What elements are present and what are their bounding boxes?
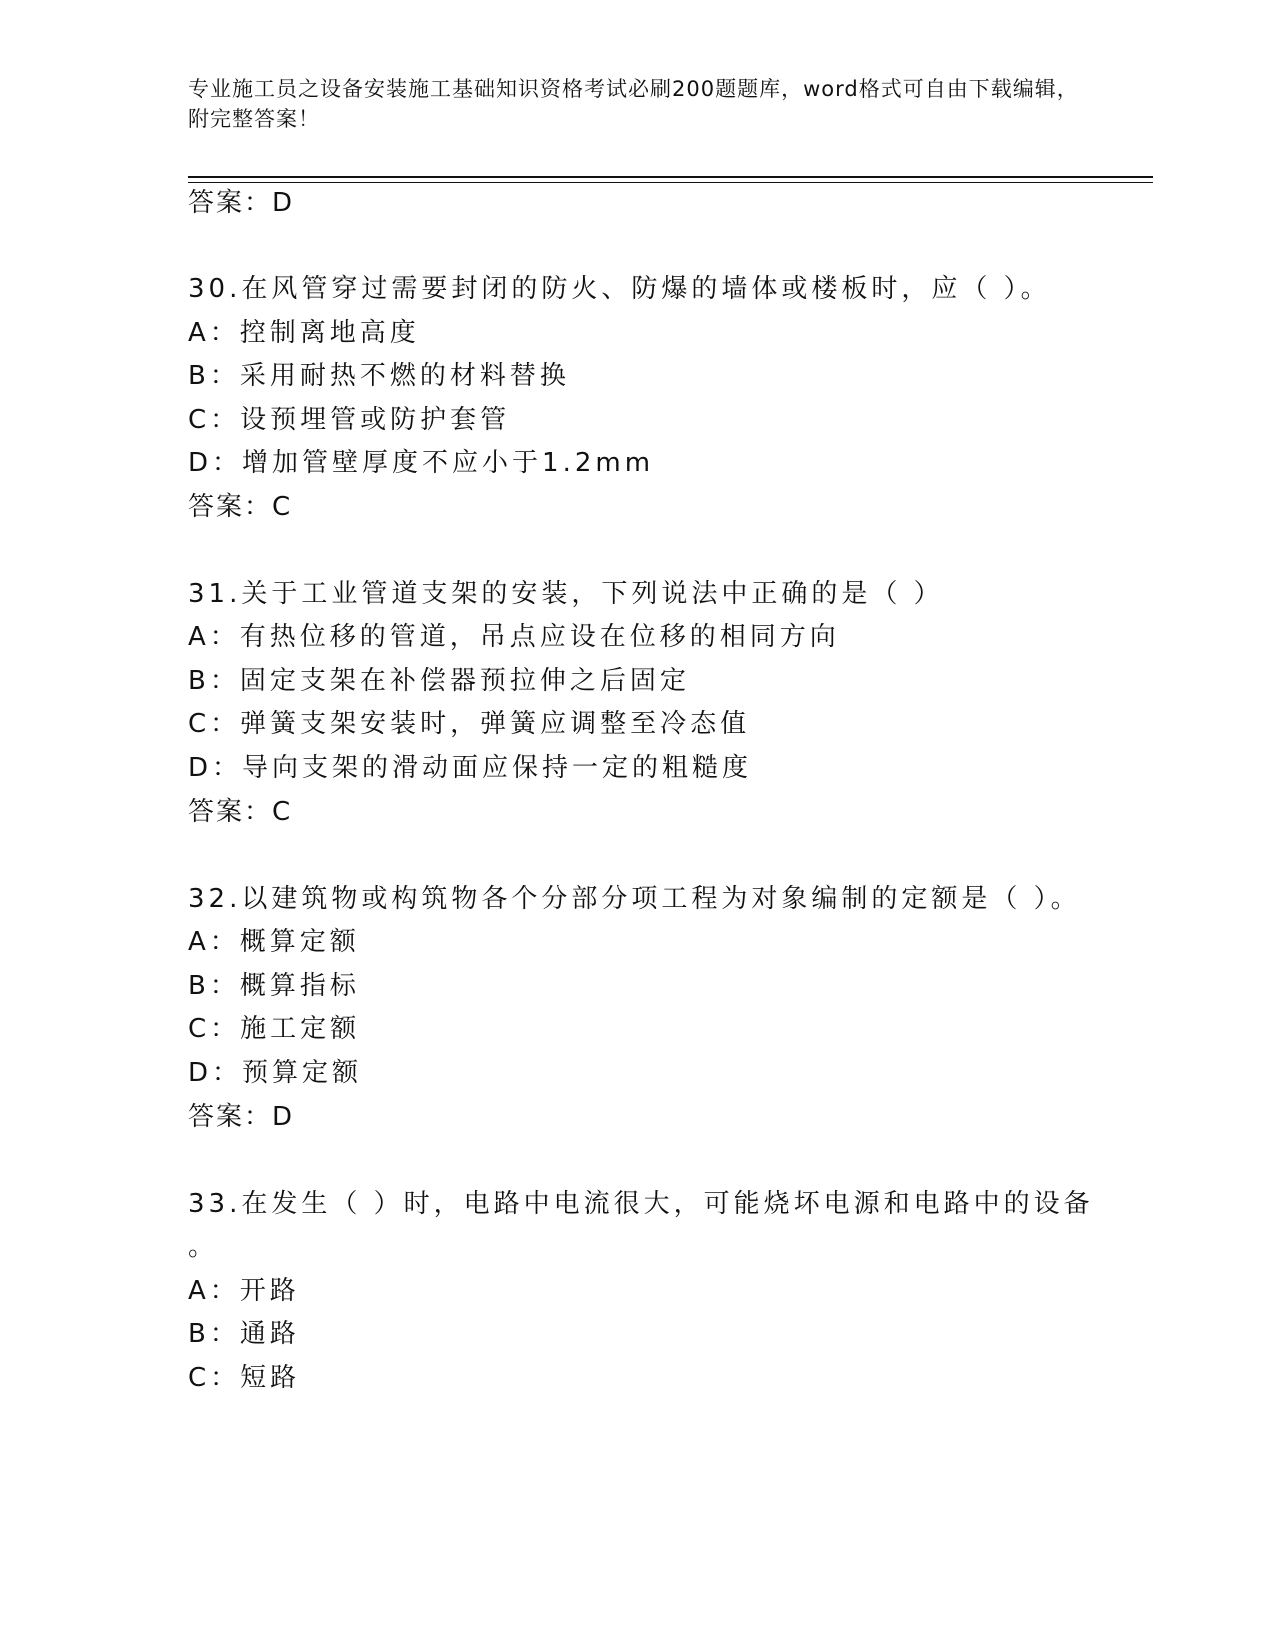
question-30-stem: 30.在风管穿过需要封闭的防火、防爆的墙体或楼板时，应（ ）。: [188, 274, 1051, 304]
question-33-stem-continued: 。: [188, 1232, 219, 1262]
question-30-option-d: D：增加管壁厚度不应小于1.2mm: [188, 448, 655, 478]
question-32-answer: 答案：D: [188, 1102, 295, 1132]
question-33-option-b: B：通路: [188, 1319, 300, 1349]
question-31-answer: 答案：C: [188, 797, 293, 827]
question-31-option-c: C：弹簧支架安装时，弹簧应调整至冷态值: [188, 709, 751, 739]
question-30-option-b: B：采用耐热不燃的材料替换: [188, 361, 570, 391]
question-32-option-d: D：预算定额: [188, 1058, 363, 1088]
header-divider-thin: [188, 182, 1153, 183]
question-31-option-b: B：固定支架在补偿器预拉伸之后固定: [188, 666, 690, 696]
question-32-option-a: A：概算定额: [188, 927, 360, 957]
question-32-stem: 32.以建筑物或构筑物各个分部分项工程为对象编制的定额是（ ）。: [188, 884, 1081, 914]
question-33-option-a: A：开路: [188, 1276, 300, 1306]
question-31-option-a: A：有热位移的管道，吊点应设在位移的相同方向: [188, 622, 840, 652]
question-30-answer: 答案：C: [188, 492, 293, 522]
question-30-option-c: C：设预埋管或防护套管: [188, 405, 511, 435]
question-31-stem: 31.关于工业管道支架的安装，下列说法中正确的是（ ）: [188, 579, 944, 609]
question-30-option-a: A：控制离地高度: [188, 318, 420, 348]
question-33-stem: 33.在发生（ ）时，电路中电流很大，可能烧坏电源和电路中的设备: [188, 1189, 1094, 1219]
question-31-option-d: D：导向支架的滑动面应保持一定的粗糙度: [188, 753, 753, 783]
question-33-option-c: C：短路: [188, 1363, 301, 1393]
question-32-option-c: C：施工定额: [188, 1014, 361, 1044]
document-header: 专业施工员之设备安装施工基础知识资格考试必刷200题题库，word格式可自由下载编辑，附完整答案！: [188, 77, 1079, 131]
question-32-option-b: B：概算指标: [188, 971, 360, 1001]
answer-line: 答案：D: [188, 188, 295, 218]
header-divider-thick: [188, 176, 1153, 178]
